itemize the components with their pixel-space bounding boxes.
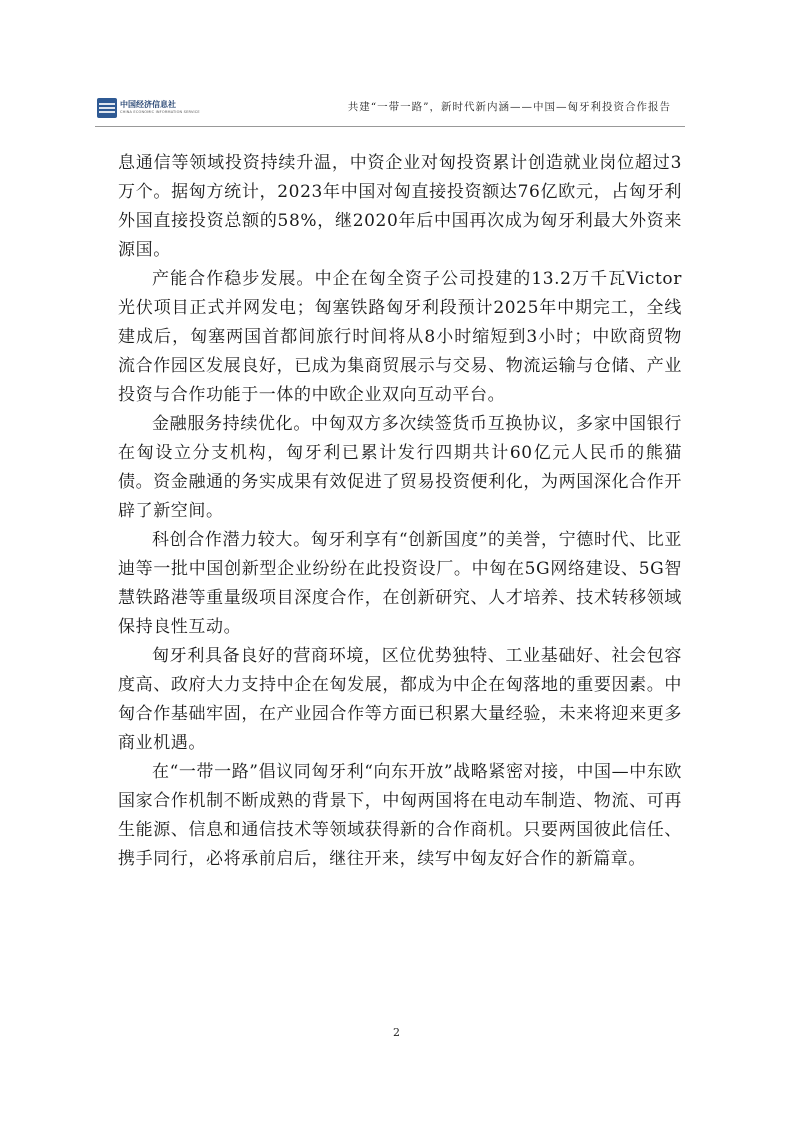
paragraph-outlook: 在“一带一路”倡议同匈牙利“向东开放”战略紧密对接，中国—中东欧国家合作机制不断成熟的背景下，中匈两国将在电动车制造、物流、可再生能源、信息和通信技术等领域获得新的合作商机。只要两国彼此信任、携手同行，必将承前启后，继往开来，续写中匈友好合作的新篇章。 — [118, 762, 682, 869]
logo-mark-icon — [97, 98, 117, 118]
logo-name-cn: 中国经济信息社 — [120, 100, 176, 110]
paragraph-capacity-cooperation: 产能合作稳步发展。中企在匈全资子公司投建的13.2万千瓦Victor光伏项目正式并网发电；匈塞铁路匈牙利段预计2025年中期完工，全线建成后，匈塞两国首都间旅行时间将从8小时缩短到3小时；中欧商贸物流合作园区发展良好，已成为集商贸展示与交易、物流运输与仓储、产业投资与合作功能于一体的中欧企业双向互动平台。 — [118, 269, 682, 405]
header-divider — [95, 126, 685, 127]
page-header — [95, 96, 685, 128]
paragraph-financial-services: 金融服务持续优化。中匈双方多次续签货币互换协议，多家中国银行在匈设立分支机构，匈牙利已累计发行四期共计60亿元人民币的熊猫债。资金融通的务实成果有效促进了贸易投资便利化，为两国深化合作开辟了新空间。 — [118, 414, 682, 521]
paragraph-tech-cooperation: 科创合作潜力较大。匈牙利享有“创新国度”的美誉，宁德时代、比亚迪等一批中国创新型企业纷纷在此投资设厂。中匈在5G网络建设、5G智慧铁路港等重量级项目深度合作，在创新研究、人才培养、技术转移领域保持良性互动。 — [118, 530, 682, 637]
logo-text — [120, 101, 200, 115]
report-title: 共建“一带一路”，新时代新内涵——中国—匈牙利投资合作报告 — [347, 101, 671, 113]
paragraph-continued: 息通信等领域投资持续升温，中资企业对匈投资累计创造就业岗位超过3万个。据匈方统计，2023年中国对匈直接投资额达76亿欧元，占匈牙利外国直接投资总额的58%，继2020年后中国再次成为匈牙利最大外资来源国。 — [118, 153, 682, 260]
page-number: 2 — [393, 1026, 400, 1039]
paragraph-business-environment: 匈牙利具备良好的营商环境，区位优势独特、工业基础好、社会包容度高、政府大力支持中企在匈发展，都成为中企在匈落地的重要因素。中匈合作基础牢固，在产业园合作等方面已积累大量经验，未来将迎来更多商业机遇。 — [118, 646, 682, 753]
publisher-logo — [97, 96, 200, 120]
logo-name-en: CHINA ECONOMIC INFORMATION SERVICE — [120, 110, 200, 115]
body-text — [118, 149, 682, 874]
